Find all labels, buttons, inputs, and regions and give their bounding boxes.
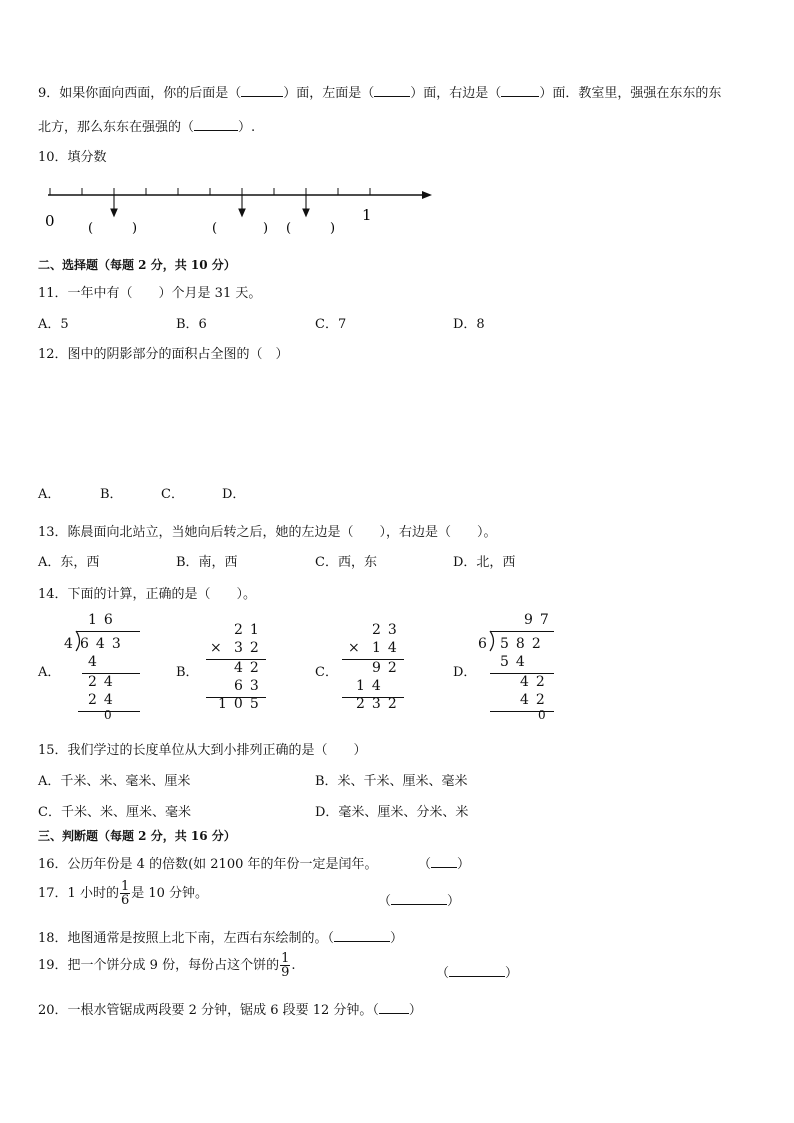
multiplier: 32 xyxy=(234,640,266,656)
q9-text-e: 北方，那么东东在强强的（ xyxy=(38,120,195,135)
answer-blank[interactable] xyxy=(334,929,390,942)
option-a[interactable]: A． xyxy=(38,487,61,502)
step: 4 xyxy=(88,654,104,670)
q16-text: 16．公历年份是 4 的倍数(如 2100 年的年份一定是闰年。 xyxy=(38,857,378,872)
option-d[interactable]: D．8 xyxy=(453,317,485,332)
q9-text-d: ）面．教室里，强强在东东的东 xyxy=(539,86,722,101)
dividend: 582 xyxy=(500,636,548,652)
step: 24 xyxy=(88,692,120,708)
fraction-paren-open: ( xyxy=(88,221,94,236)
partial-product: 92 xyxy=(372,660,404,676)
fraction-paren-close: ) xyxy=(330,221,336,236)
option-d[interactable]: D． xyxy=(222,487,246,502)
long-division-a xyxy=(62,612,152,722)
quotient: 97 xyxy=(524,612,556,628)
option-b[interactable]: B． xyxy=(100,487,123,502)
answer-blank[interactable] xyxy=(431,855,457,868)
divisor: 4 xyxy=(64,636,80,652)
quotient: 16 xyxy=(88,612,120,628)
q9-text-a: 9．如果你面向西面，你的后面是（ xyxy=(38,86,242,101)
long-division-d xyxy=(476,612,566,722)
q16-answer[interactable]: （ ） xyxy=(418,857,471,872)
divisor: 6 xyxy=(478,636,494,652)
q20-text: 20．一根水管锯成两段要 2 分钟，锯成 6 段要 12 分钟。（ ） xyxy=(38,1003,422,1018)
answer-blank[interactable] xyxy=(374,84,410,97)
section-title: 三、判断题（每题 2 分，共 16 分） xyxy=(38,829,236,843)
multiplicand: 21 xyxy=(234,622,266,638)
option-c[interactable]: C． xyxy=(161,487,184,502)
step: 54 xyxy=(500,654,532,670)
partial-product: 42 xyxy=(234,660,266,676)
remainder: 0 xyxy=(538,708,553,722)
answer-blank[interactable] xyxy=(379,1001,409,1014)
q9-text-f: ）. xyxy=(238,120,256,135)
option-a[interactable]: A．5 xyxy=(38,317,69,332)
option-b[interactable]: B． xyxy=(176,665,199,680)
fraction-paren-open: ( xyxy=(212,221,218,236)
step: 42 xyxy=(520,674,552,690)
down-arrow-icon xyxy=(111,209,117,216)
step: 24 xyxy=(88,674,120,690)
q17-answer[interactable]: （ ） xyxy=(378,894,461,909)
q9-text-b: ）面，左面是（ xyxy=(283,86,375,101)
q11-text: 11．一年中有（ ）个月是 31 天。 xyxy=(38,286,262,301)
arrowhead-icon xyxy=(422,191,432,199)
down-arrow-icon xyxy=(239,209,245,216)
section-title: 二、选择题（每题 2 分，共 10 分） xyxy=(38,258,236,272)
fraction: $\frac{1}{9}$ xyxy=(281,951,290,980)
one-label: 1 xyxy=(362,206,372,224)
option-c[interactable]: C．千米、米、厘米、毫米 xyxy=(38,805,191,820)
multiplication-c xyxy=(338,622,408,717)
times-icon: × xyxy=(348,640,367,656)
option-a[interactable]: A．千米、米、毫米、厘米 xyxy=(38,774,191,789)
q14-text: 14．下面的计算，正确的是（ ）。 xyxy=(38,587,257,602)
down-arrow-icon xyxy=(303,209,309,216)
option-b[interactable]: B．米、千米、厘米、毫米 xyxy=(315,774,468,789)
q15-text: 15．我们学过的长度单位从大到小排列正确的是（ ） xyxy=(38,743,367,758)
answer-blank[interactable] xyxy=(391,892,447,905)
answer-blank[interactable] xyxy=(449,964,505,977)
partial-product: 14 xyxy=(356,678,388,694)
option-a[interactable]: A．东，西 xyxy=(38,555,100,570)
option-c[interactable]: C．西，东 xyxy=(315,555,377,570)
option-d[interactable]: D．北，西 xyxy=(453,555,516,570)
option-b[interactable]: B．6 xyxy=(176,317,207,332)
multiplicand: 23 xyxy=(372,622,404,638)
fraction: $\frac{1}{6}$ xyxy=(120,879,130,908)
multiplier: 14 xyxy=(372,640,404,656)
q12-text: 12．图中的阴影部分的面积占全图的（ ） xyxy=(38,347,289,362)
times-icon: × xyxy=(210,640,229,656)
q9-line2 xyxy=(38,116,255,135)
product: 232 xyxy=(356,696,404,712)
q17-text: 17．1 小时的 $\frac{1}{6}$ 是 10 分钟。 xyxy=(38,879,209,908)
fraction-paren-open: ( xyxy=(286,221,292,236)
option-d[interactable]: D．毫米、厘米、分米、米 xyxy=(315,805,469,820)
option-b[interactable]: B．南，西 xyxy=(176,555,238,570)
option-d[interactable]: D． xyxy=(453,665,477,680)
option-c[interactable]: C． xyxy=(315,665,338,680)
q13-text: 13．陈晨面向北站立，当她向后转之后，她的左边是（ ），右边是（ ）。 xyxy=(38,525,497,540)
multiplication-b xyxy=(200,622,270,717)
product: 105 xyxy=(218,696,266,712)
answer-blank[interactable] xyxy=(501,84,539,97)
q10-title: 10．填分数 xyxy=(38,150,107,165)
q9-text-c: ）面，右边是（ xyxy=(410,86,502,101)
q19-answer[interactable]: （ ） xyxy=(436,966,519,981)
option-c[interactable]: C．7 xyxy=(315,317,347,332)
number-line xyxy=(40,178,440,240)
partial-product: 63 xyxy=(234,678,266,694)
dividend: 643 xyxy=(80,636,128,652)
division-bracket-icon xyxy=(488,630,498,652)
fraction-paren-close: ) xyxy=(132,221,138,236)
answer-blank[interactable] xyxy=(194,118,238,131)
option-a[interactable]: A． xyxy=(38,665,61,680)
q9-line1 xyxy=(38,82,721,101)
number-line-ticks xyxy=(50,188,370,195)
remainder: 0 xyxy=(104,708,119,722)
q19-text: 19．把一个饼分成 9 份，每份占这个饼的 $\frac{1}{9}$ . xyxy=(38,951,296,980)
answer-blank[interactable] xyxy=(241,84,283,97)
fraction-paren-close: ) xyxy=(263,221,269,236)
zero-label: 0 xyxy=(45,212,55,230)
q18-text: 18．地图通常是按照上北下南，左西右东绘制的。（ ） xyxy=(38,931,404,946)
step: 42 xyxy=(520,692,552,708)
